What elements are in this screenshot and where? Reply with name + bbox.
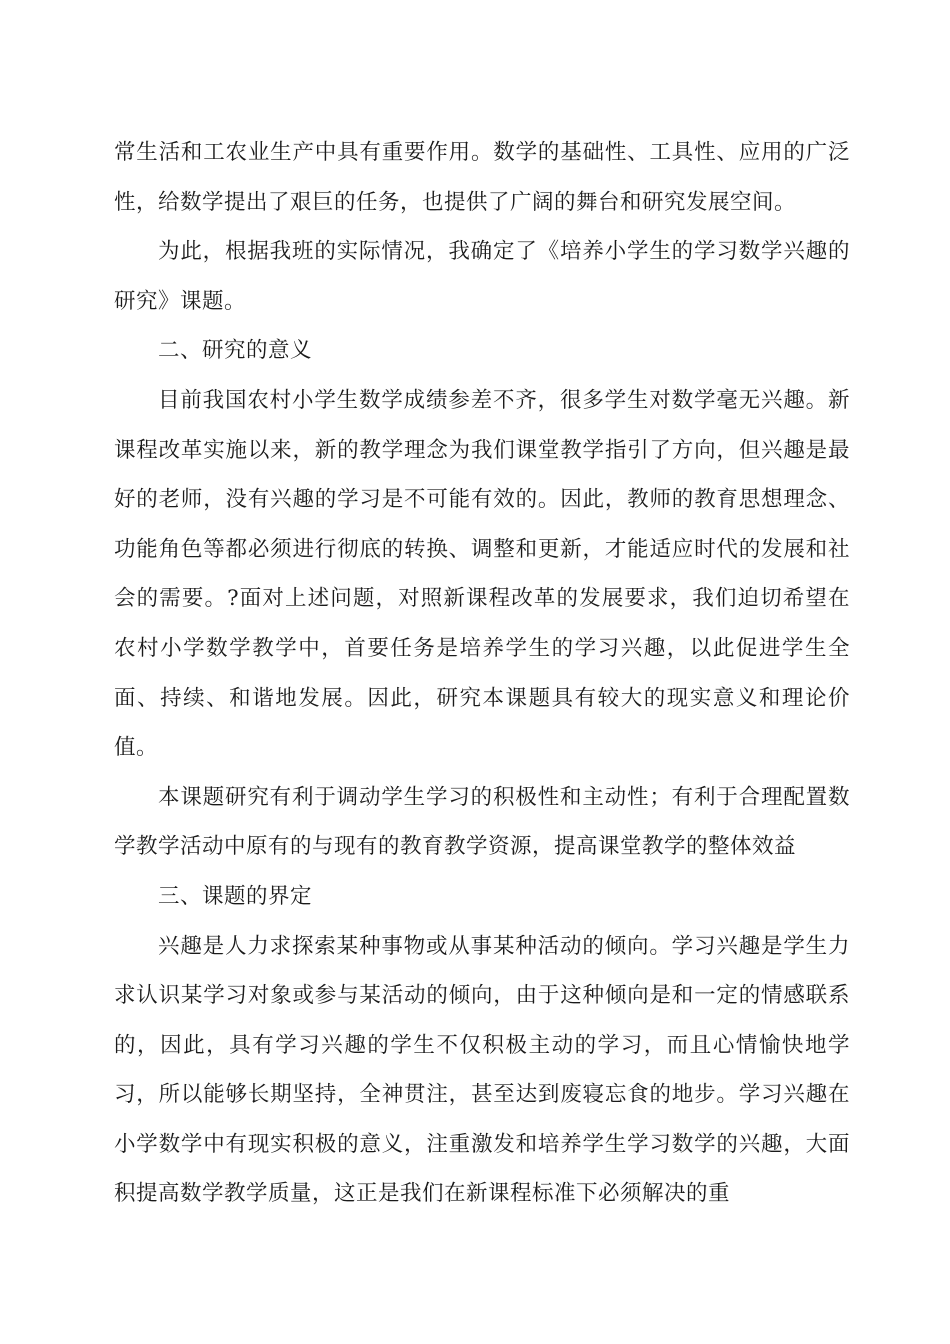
paragraph-significance: 目前我国农村小学生数学成绩参差不齐，很多学生对数学毫无兴趣。新课程改革实施以来，新的教学理念为我们课堂教学指引了方向，但兴趣是最好的老师，没有兴趣的学习是不可能有效的。因此，教师的教育思想理念、功能角色等都必须进行彻底的转换、调整和更新，才能适应时代的发展和社会的需要。?面对上述问题，对照新课程改革的发展要求，我们迫切希望在农村小学数学教学中，首要任务是培养学生的学习兴趣，以此促进学生全面、持续、和谐地发展。因此，研究本课题具有较大的现实意义和理论价值。 bbox=[114, 387, 850, 761]
section-heading-significance: 二、研究的意义 bbox=[158, 338, 313, 364]
paragraph-topic-selection: 为此，根据我班的实际情况，我确定了《培养小学生的学习数学兴趣的研究》课题。 bbox=[114, 239, 850, 314]
document-body bbox=[114, 128, 850, 1219]
paragraph-continuation: 常生活和工农业生产中具有重要作用。数学的基础性、工具性、应用的广泛性，给数学提出了艰巨的任务，也提供了广阔的舞台和研究发展空间。 bbox=[114, 140, 850, 215]
paragraph-benefits: 本课题研究有利于调动学生学习的积极性和主动性；有利于合理配置数学教学活动中原有的与现有的教育教学资源，提高课堂教学的整体效益 bbox=[114, 784, 850, 860]
paragraph-definition: 兴趣是人力求探索某种事物或从事某种活动的倾向。学习兴趣是学生力求认识某学习对象或参与某活动的倾向，由于这种倾向是和一定的情感联系的，因此，具有学习兴趣的学生不仅积极主动的学习，而且心情愉快地学习，所以能够长期坚持，全神贯注，甚至达到废寝忘食的地步。学习兴趣在小学数学中有现实积极的意义，注重激发和培养学生学习数学的兴趣，大面积提高数学教学质量，这正是我们在新课程标准下必须解决的重 bbox=[114, 933, 850, 1207]
section-heading-definition: 三、课题的界定 bbox=[158, 883, 313, 909]
